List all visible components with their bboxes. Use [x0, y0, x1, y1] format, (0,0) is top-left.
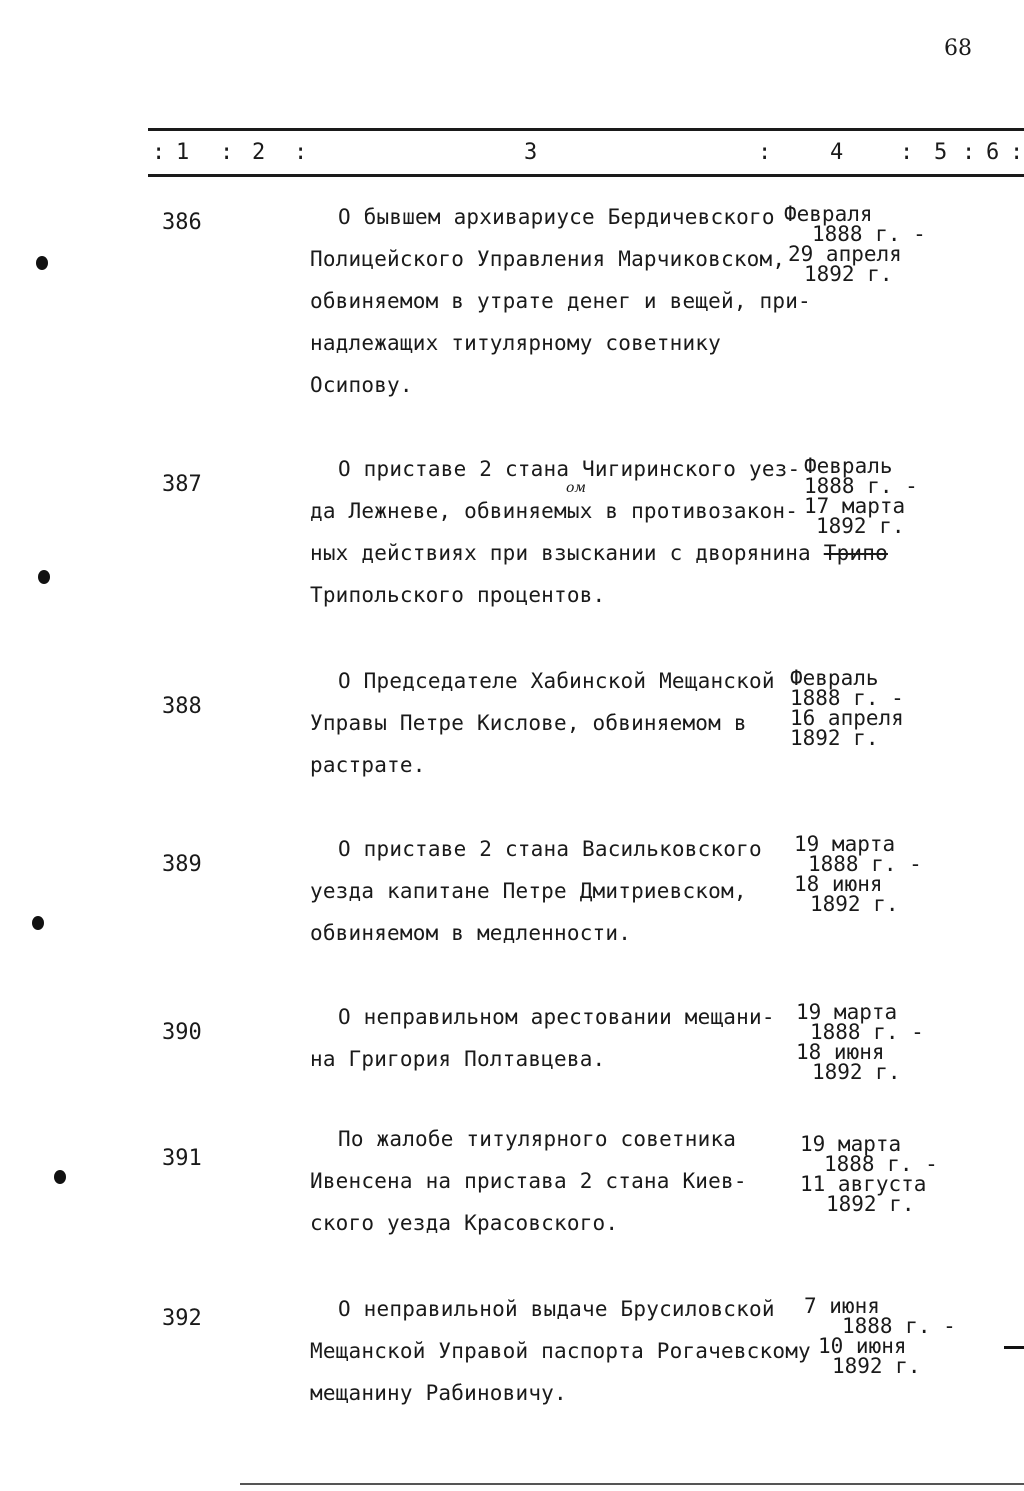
entry-line: надлежащих титулярному советнику [310, 331, 721, 355]
header-bottom-rule [148, 174, 1024, 177]
date-end-day: 10 июня [818, 1334, 907, 1358]
date-start-month: 7 июня [804, 1294, 880, 1318]
date-start-year: 1888 г. - [812, 222, 926, 246]
column-separator: : [294, 140, 308, 165]
entry-line: По жалобе титулярного советника [338, 1127, 737, 1151]
column-separator: : [900, 140, 914, 165]
date-start-year: 1888 г. - [824, 1152, 938, 1176]
date-start-year: 1888 г. - [808, 852, 922, 876]
entry-line: растрате. [310, 753, 426, 777]
column-2-header: 2 [252, 140, 266, 165]
column-3-header: 3 [524, 140, 538, 165]
entry-line: Управы Петре Кислове, обвиняемом в [310, 711, 747, 735]
entry-dates [804, 1296, 956, 1376]
date-start-month: Февраль [790, 666, 879, 690]
page-number: 68 [944, 36, 972, 61]
column-separator: : [758, 140, 772, 165]
entry-line: О неправильном арестовании мещани- [338, 1005, 775, 1029]
entry-line: Полицейского Управления Марчиковском, [310, 247, 786, 271]
entry-description [310, 1288, 811, 1414]
entry-number: 389 [162, 852, 202, 877]
column-5-header: 5 [934, 140, 948, 165]
binding-hole [36, 256, 48, 270]
entry-description [310, 996, 780, 1080]
binding-hole [54, 1170, 66, 1184]
entry-line: Осипову. [310, 373, 413, 397]
page-bottom-edge [240, 1483, 1024, 1485]
date-start-year: 1888 г. - [810, 1020, 924, 1044]
entry-line: О Председателе Хабинской Мещанской [338, 669, 775, 693]
date-end-year: 1892 г. [790, 726, 879, 750]
date-end-day: 29 апреля [788, 242, 902, 266]
entry-number: 386 [162, 210, 202, 235]
binding-hole [32, 916, 44, 930]
date-end-day: 17 марта [804, 494, 906, 518]
entry-line: Трипольского процентов. [310, 583, 606, 607]
date-start-month: Февраля [784, 202, 873, 226]
date-end-year: 1892 г. [812, 1060, 901, 1084]
column-6-header: 6 [986, 140, 1000, 165]
entry-number: 390 [162, 1020, 202, 1045]
struck-text: Трипо [823, 541, 888, 565]
handwritten-correction: ом [566, 480, 587, 496]
date-start-month: 19 марта [796, 1000, 898, 1024]
entry-line: О приставе 2 стана Васильковского [338, 837, 762, 861]
header-top-rule [148, 128, 1024, 131]
date-end-year: 1892 г. [816, 514, 905, 538]
entry-line: уезда капитане Петре Дмитриевском, [310, 879, 747, 903]
date-end-day: 18 июня [796, 1040, 885, 1064]
entry-description [310, 828, 780, 954]
entry-dates [784, 204, 926, 284]
entry-number: 392 [162, 1306, 202, 1331]
binding-hole [38, 570, 50, 584]
column-separator: : [152, 140, 166, 165]
date-end-day: 11 августа [800, 1172, 927, 1196]
entry-line [310, 532, 888, 574]
entry-line: обвиняемом в утрате денег и вещей, при- [310, 289, 811, 313]
entry-line: обвиняемом в медленности. [310, 921, 632, 945]
date-start-month: 19 марта [800, 1132, 902, 1156]
margin-mark [1004, 1346, 1024, 1349]
entry-description [310, 1118, 780, 1244]
entry-dates [804, 456, 918, 536]
entry-line: да Лежневе, обвиняемых в противозакон- [310, 499, 799, 523]
entry-dates [790, 668, 904, 748]
entry-number: 387 [162, 472, 202, 497]
entry-line: на Григория Полтавцева. [310, 1047, 606, 1071]
entry-line: О бывшем архивариусе Бердичевского [338, 205, 775, 229]
date-end-day: 16 апреля [790, 706, 904, 730]
column-separator: : [1010, 140, 1024, 165]
entry-line: Мещанской Управой паспорта Рогачевскому [310, 1339, 811, 1363]
date-end-year: 1892 г. [810, 892, 899, 916]
entry-line: О неправильной выдаче Брусиловской [338, 1297, 775, 1321]
entry-line: Ивенсена на пристава 2 стана Киев- [310, 1169, 747, 1193]
column-4-header: 4 [830, 140, 844, 165]
date-start-year: 1888 г. - [842, 1314, 956, 1338]
entry-line-text: ных действиях при взыскании с дворянина [310, 541, 811, 565]
entry-number: 391 [162, 1146, 202, 1171]
date-end-year: 1892 г. [826, 1192, 915, 1216]
column-1-header: 1 [176, 140, 190, 165]
date-start-month: 19 марта [794, 832, 896, 856]
date-end-year: 1892 г. [832, 1354, 921, 1378]
column-separator: : [962, 140, 976, 165]
entry-description [310, 660, 780, 786]
entry-line: мещанину Рабиновичу. [310, 1381, 567, 1405]
date-end-day: 18 июня [794, 872, 883, 896]
entry-dates [796, 1002, 924, 1082]
date-start-year: 1888 г. - [790, 686, 904, 710]
date-end-year: 1892 г. [804, 262, 893, 286]
date-start-year: 1888 г. - [804, 474, 918, 498]
entry-description [310, 196, 811, 406]
entry-dates [800, 1134, 938, 1214]
entry-line: ского уезда Красовского. [310, 1211, 619, 1235]
entry-dates [794, 834, 922, 914]
date-start-month: Февраль [804, 454, 893, 478]
entry-number: 388 [162, 694, 202, 719]
entry-line: О приставе 2 стана Чигиринского уез- [338, 457, 801, 481]
column-separator: : [220, 140, 234, 165]
